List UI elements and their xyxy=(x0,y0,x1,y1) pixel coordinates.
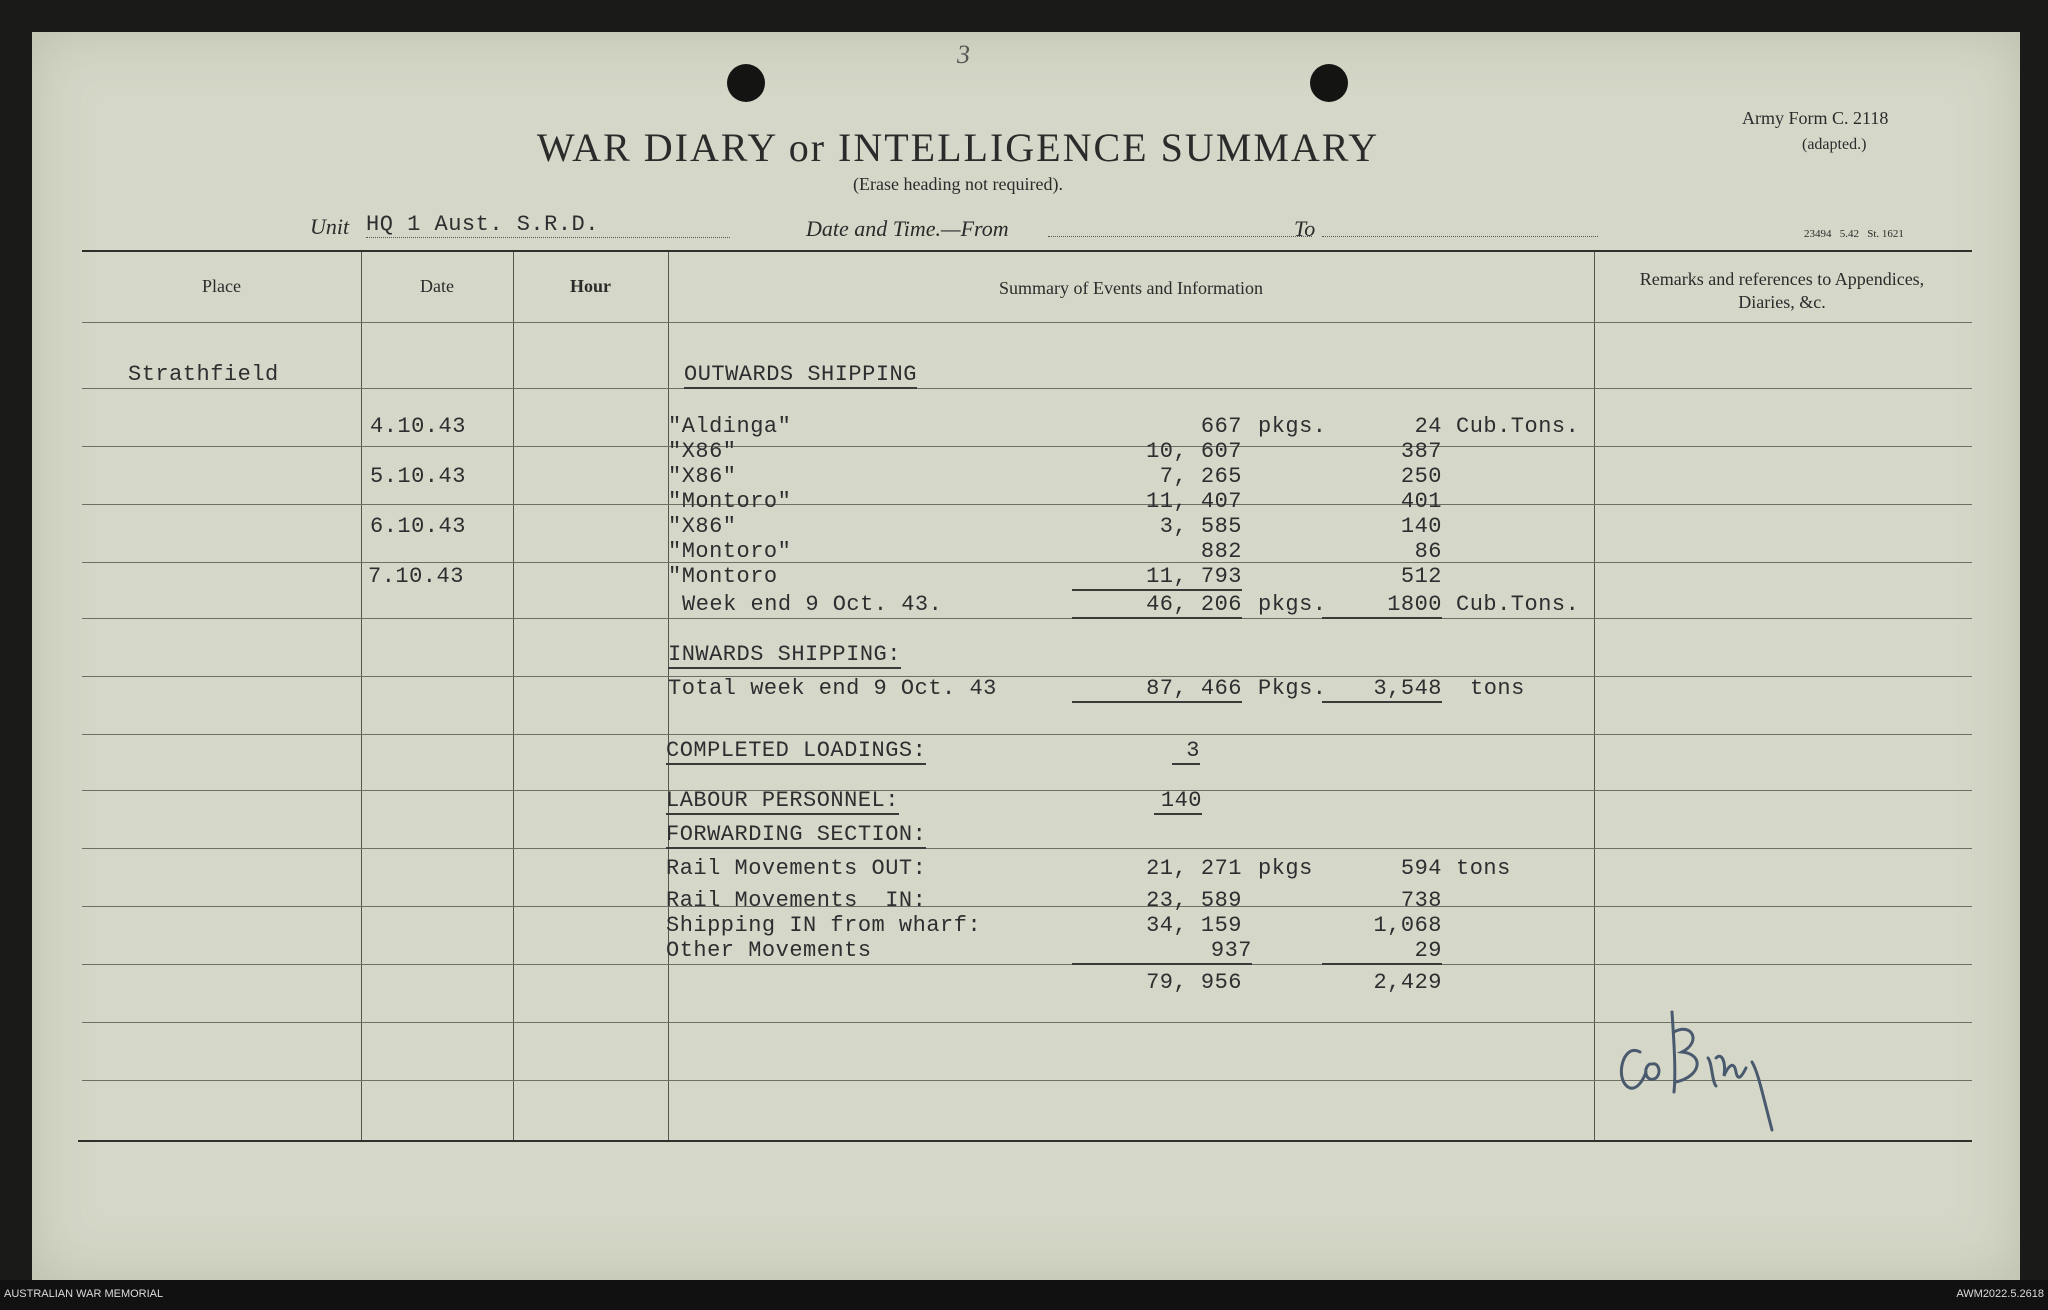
date-entry: 5.10.43 xyxy=(370,464,466,489)
tons-unit: Cub.Tons. xyxy=(1456,592,1580,617)
date-entry: 6.10.43 xyxy=(370,514,466,539)
inwards-heading: INWARDS SHIPPING: xyxy=(668,642,901,667)
outwards-heading: OUTWARDS SHIPPING xyxy=(684,362,917,387)
punch-hole-left xyxy=(727,64,765,102)
ruled-line xyxy=(82,388,1972,389)
ruled-line xyxy=(82,964,1972,965)
print-code: 23494 5.42 St. 1621 xyxy=(1804,228,1904,240)
inwards-label: Total week end 9 Oct. 43 xyxy=(668,676,997,701)
tons-value: 387 xyxy=(1400,439,1442,464)
tons-value: 86 xyxy=(1414,539,1442,564)
movement-name: Other Movements xyxy=(666,938,872,963)
document-subtitle: (Erase heading not required). xyxy=(853,174,1063,194)
tons-value: 594 xyxy=(1400,856,1442,881)
date-to-field xyxy=(1322,236,1598,237)
pkgs-value: 7, 265 xyxy=(1159,464,1242,489)
pkgs-value: 21, 271 xyxy=(1146,856,1242,881)
inwards-pkgs: 87, 466 xyxy=(1072,676,1242,703)
punch-hole-right xyxy=(1310,64,1348,102)
divider-place-date xyxy=(361,252,362,1140)
vessel-name: "Aldinga" xyxy=(668,414,792,439)
forwarding-total-pkgs: 79, 956 xyxy=(1146,970,1242,995)
labour-personnel-value: 140 xyxy=(1154,788,1202,815)
tons-unit: tons xyxy=(1470,676,1525,701)
divider-date-hour xyxy=(513,252,514,1140)
total-pkgs: 46, 206 xyxy=(1072,592,1242,619)
tons-value: 24 xyxy=(1414,414,1442,439)
completed-loadings-value: 3 xyxy=(1172,738,1200,765)
date-entry: 7.10.43 xyxy=(368,564,464,589)
vessel-name: "Montoro" xyxy=(668,489,792,514)
forwarding-total-tons: 2,429 xyxy=(1373,970,1442,995)
form-adapted: (adapted.) xyxy=(1802,136,1867,153)
pkgs-value: 667 xyxy=(1200,414,1242,439)
date-from-field xyxy=(1048,236,1312,237)
movement-name: Rail Movements IN: xyxy=(666,888,927,913)
date-time-label: Date and Time.—From xyxy=(806,216,1009,241)
date-entry: 4.10.43 xyxy=(370,414,466,439)
ruled-line xyxy=(82,618,1972,619)
ruled-line xyxy=(82,562,1972,563)
tons-unit: tons xyxy=(1456,856,1511,881)
column-place: Place xyxy=(202,276,241,296)
total-tons: 1800 xyxy=(1322,592,1442,619)
ruled-line xyxy=(82,790,1972,791)
pkgs-unit: pkgs. xyxy=(1258,414,1327,439)
tons-value: 1,068 xyxy=(1373,913,1442,938)
labour-personnel-label: LABOUR PERSONNEL: xyxy=(666,788,899,813)
tons-value: 401 xyxy=(1400,489,1442,514)
document-title: WAR DIARY or INTELLIGENCE SUMMARY xyxy=(536,125,1380,170)
tons-value: 512 xyxy=(1400,564,1442,589)
table-bottom-rule xyxy=(78,1140,1972,1142)
tons-value: 140 xyxy=(1400,514,1442,539)
footer-source: AUSTRALIAN WAR MEMORIAL xyxy=(4,1288,164,1300)
ruled-line xyxy=(82,676,1972,677)
table-top-rule xyxy=(82,250,1972,252)
pkgs-value: 23, 589 xyxy=(1146,888,1242,913)
inwards-tons: 3,548 xyxy=(1322,676,1442,703)
vessel-name: "X86" xyxy=(668,514,737,539)
total-label: Week end 9 Oct. 43. xyxy=(682,592,943,617)
tons-value: 250 xyxy=(1400,464,1442,489)
ruled-line xyxy=(82,734,1972,735)
page-number: 3 xyxy=(957,40,970,69)
unit-value: HQ 1 Aust. S.R.D. xyxy=(366,212,730,238)
archive-footer xyxy=(0,1280,2048,1310)
pkgs-value: 11, 793 xyxy=(1072,564,1242,591)
war-diary-page xyxy=(32,32,2020,1280)
place-entry: Strathfield xyxy=(128,362,279,387)
pkgs-value: 882 xyxy=(1200,539,1242,564)
ruled-line xyxy=(82,906,1972,907)
pkgs-unit: pkgs. xyxy=(1258,592,1327,617)
unit-label: Unit xyxy=(310,214,350,239)
completed-loadings-label: COMPLETED LOADINGS: xyxy=(666,738,927,763)
tons-value: 738 xyxy=(1400,888,1442,913)
vessel-name: "X86" xyxy=(668,439,737,464)
ruled-line xyxy=(82,504,1972,505)
vessel-name: "X86" xyxy=(668,464,737,489)
handwritten-signature xyxy=(1612,1002,1812,1132)
column-date: Date xyxy=(420,276,454,296)
pkgs-value: 937 xyxy=(1072,938,1252,965)
ruled-line xyxy=(82,446,1972,447)
pkgs-value: 3, 585 xyxy=(1159,514,1242,539)
tons-unit: Cub.Tons. xyxy=(1456,414,1580,439)
pkgs-unit: Pkgs. xyxy=(1258,676,1327,701)
vessel-name: "Montoro" xyxy=(668,539,792,564)
movement-name: Rail Movements OUT: xyxy=(666,856,927,881)
pkgs-value: 11, 407 xyxy=(1146,489,1242,514)
ruled-line xyxy=(82,848,1972,849)
divider-summary-remarks xyxy=(1594,252,1595,1140)
to-label: To xyxy=(1294,216,1316,241)
pkgs-unit: pkgs xyxy=(1258,856,1313,881)
tons-value: 29 xyxy=(1322,938,1442,965)
column-hour: Hour xyxy=(569,276,611,296)
movement-name: Shipping IN from wharf: xyxy=(666,913,982,938)
ruled-line xyxy=(82,322,1972,323)
pkgs-value: 10, 607 xyxy=(1146,439,1242,464)
pkgs-value: 34, 159 xyxy=(1146,913,1242,938)
column-summary: Summary of Events and Information xyxy=(999,278,1263,298)
forwarding-heading: FORWARDING SECTION: xyxy=(666,822,927,847)
vessel-name: "Montoro xyxy=(668,564,778,589)
footer-reference: AWM2022.5.2618 xyxy=(1956,1288,2044,1300)
column-remarks: Remarks and references to Appendices, Diaries, &c. xyxy=(1639,269,1925,312)
form-name: Army Form C. 2118 xyxy=(1742,108,1889,128)
